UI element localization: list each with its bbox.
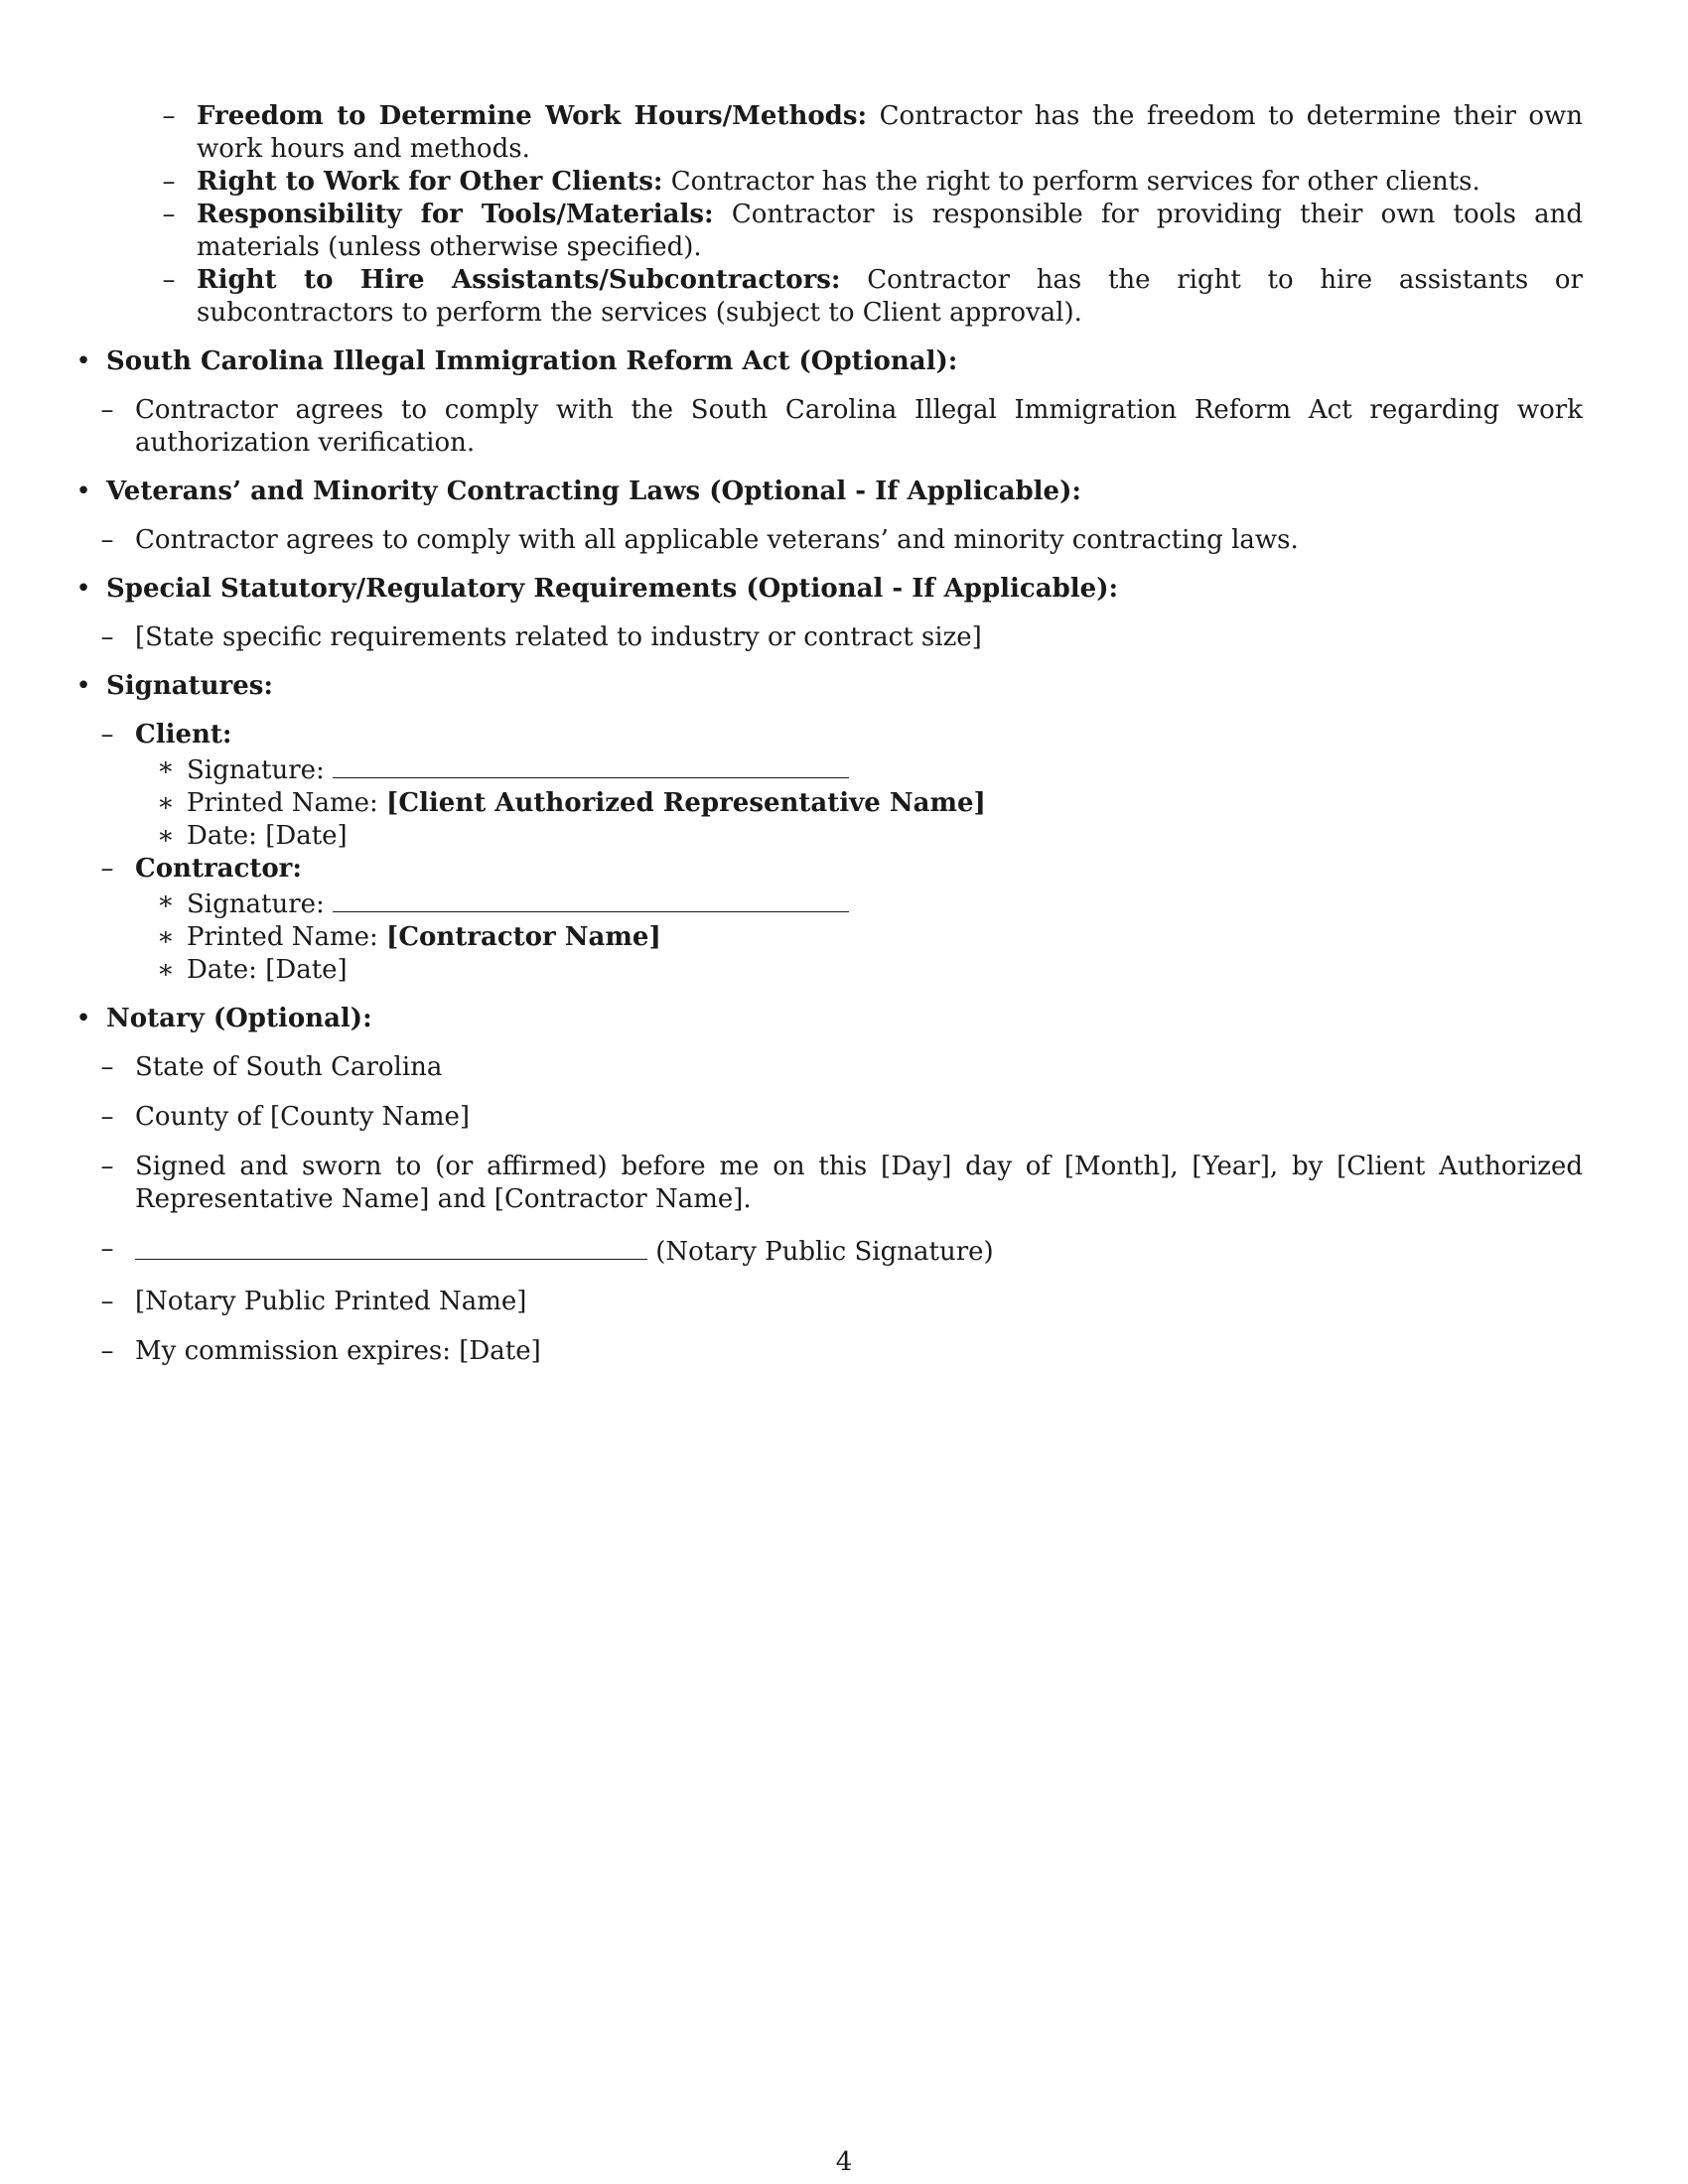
dash-marker: – [100,622,114,652]
item-label: Right to Work for Other Clients: [197,167,663,197]
continued-sublist [135,100,1583,330]
printed-name-label: Printed Name: [187,788,378,818]
client-signature-line[interactable] [333,751,849,778]
item-text: [State specific requirements related to industry or contract size] [135,622,982,652]
list-item [73,621,1583,654]
bullet-marker: • [75,574,91,604]
notary-signature-caption: (Notary Public Signature) [655,1237,994,1267]
notary-county: County of [County Name] [135,1102,470,1132]
star-marker: ∗ [157,821,175,851]
list-item [73,1233,1583,1269]
item-text: Contractor has the right to hire assistants or subcontractors to perform the services (subject to Client approval). [197,265,1583,328]
signature-row [73,886,1583,921]
section-veterans [73,476,1583,557]
section-heading: Veterans’ and Minority Contracting Laws (Optional - If Applicable): [106,477,1081,506]
dash-marker: – [162,167,176,197]
star-marker: ∗ [157,922,175,952]
dash-marker: – [100,395,114,425]
notary-state: State of South Carolina [135,1052,443,1082]
list-item [73,1101,1583,1134]
list-item [73,1286,1583,1318]
date-row [73,954,1583,987]
printed-name-row [73,787,1583,820]
item-text: Contractor agrees to comply with all applicable veterans’ and minority contracting laws. [135,525,1299,555]
item-label: Freedom to Determine Work Hours/Methods: [197,101,868,131]
star-marker: ∗ [157,788,175,818]
section-heading: Special Statutory/Regulatory Requirements (Optional - If Applicable): [106,574,1119,604]
item-text: Contractor has the right to perform services for other clients. [670,167,1480,197]
item-text: Contractor is responsible for providing their own tools and materials (unless otherwise specified). [197,200,1584,262]
item-label: Responsibility for Tools/Materials: [197,200,714,229]
dash-marker: – [162,265,176,295]
item-text: Contractor agrees to comply with the South Carolina Illegal Immigration Reform Act regarding work authorization verification. [135,395,1583,458]
printed-name-row [73,921,1583,954]
notary-commission: My commission expires: [Date] [135,1336,541,1366]
list-item [73,1151,1583,1216]
dash-marker: – [100,1336,114,1366]
list-item [73,394,1583,460]
printed-name-value: [Contractor Name] [386,922,661,952]
signature-label: Signature: [187,755,325,785]
dash-marker: – [100,1234,114,1264]
dash-marker: – [100,720,114,750]
date-value: [Date] [265,821,348,851]
date-label: Date: [187,821,257,851]
date-label: Date: [187,955,257,985]
printed-name-label: Printed Name: [187,922,378,952]
item-label: Right to Hire Assistants/Subcontractors: [197,265,841,295]
star-marker: ∗ [157,955,175,985]
notary-sworn-statement: Signed and sworn to (or affirmed) before me on this [Day] day of [Month], [Year], by [Client Authorized Representative Name] and [Contractor Name]. [135,1152,1583,1214]
notary-signature-line[interactable] [135,1233,647,1260]
list-item [135,264,1583,330]
notary-printed-name: [Notary Public Printed Name] [135,1287,527,1316]
section-notary [73,1003,1583,1368]
dash-marker: – [100,1052,114,1082]
date-value: [Date] [265,955,348,985]
list-item [135,166,1583,199]
dash-marker: – [100,1152,114,1181]
bullet-marker: • [75,346,91,376]
party-label: Client: [135,720,232,750]
dash-marker: – [100,525,114,555]
bullet-marker: • [75,671,91,701]
printed-name-value: [Client Authorized Representative Name] [386,788,986,818]
section-immigration [73,345,1583,460]
contractor-signature-line[interactable] [333,886,849,912]
dash-marker: – [162,101,176,131]
signature-row [73,751,1583,787]
list-item [135,100,1583,166]
item-text: Contractor has the freedom to determine their own work hours and methods. [197,101,1583,164]
party-label: Contractor: [135,854,302,884]
signature-label: Signature: [187,889,325,919]
signature-block-contractor [73,853,1583,987]
list-item [73,1335,1583,1368]
star-marker: ∗ [157,752,175,782]
dash-marker: – [100,1287,114,1316]
list-item [73,524,1583,557]
section-heading: Signatures: [106,671,273,701]
date-row [73,820,1583,853]
section-heading: South Carolina Illegal Immigration Reform Act (Optional): [106,346,958,376]
page-content [75,100,1584,1368]
page-number: 4 [835,2147,853,2177]
bullet-marker: • [75,477,91,506]
dash-marker: – [100,854,114,884]
list-item [135,199,1583,264]
dash-marker: – [100,1102,114,1132]
section-heading: Notary (Optional): [106,1004,372,1033]
signature-block-client [73,719,1583,853]
section-signatures [73,670,1583,987]
dash-marker: – [162,200,176,229]
bullet-marker: • [75,1004,91,1033]
section-special-requirements [73,573,1583,654]
star-marker: ∗ [157,887,175,916]
list-item [73,1051,1583,1084]
